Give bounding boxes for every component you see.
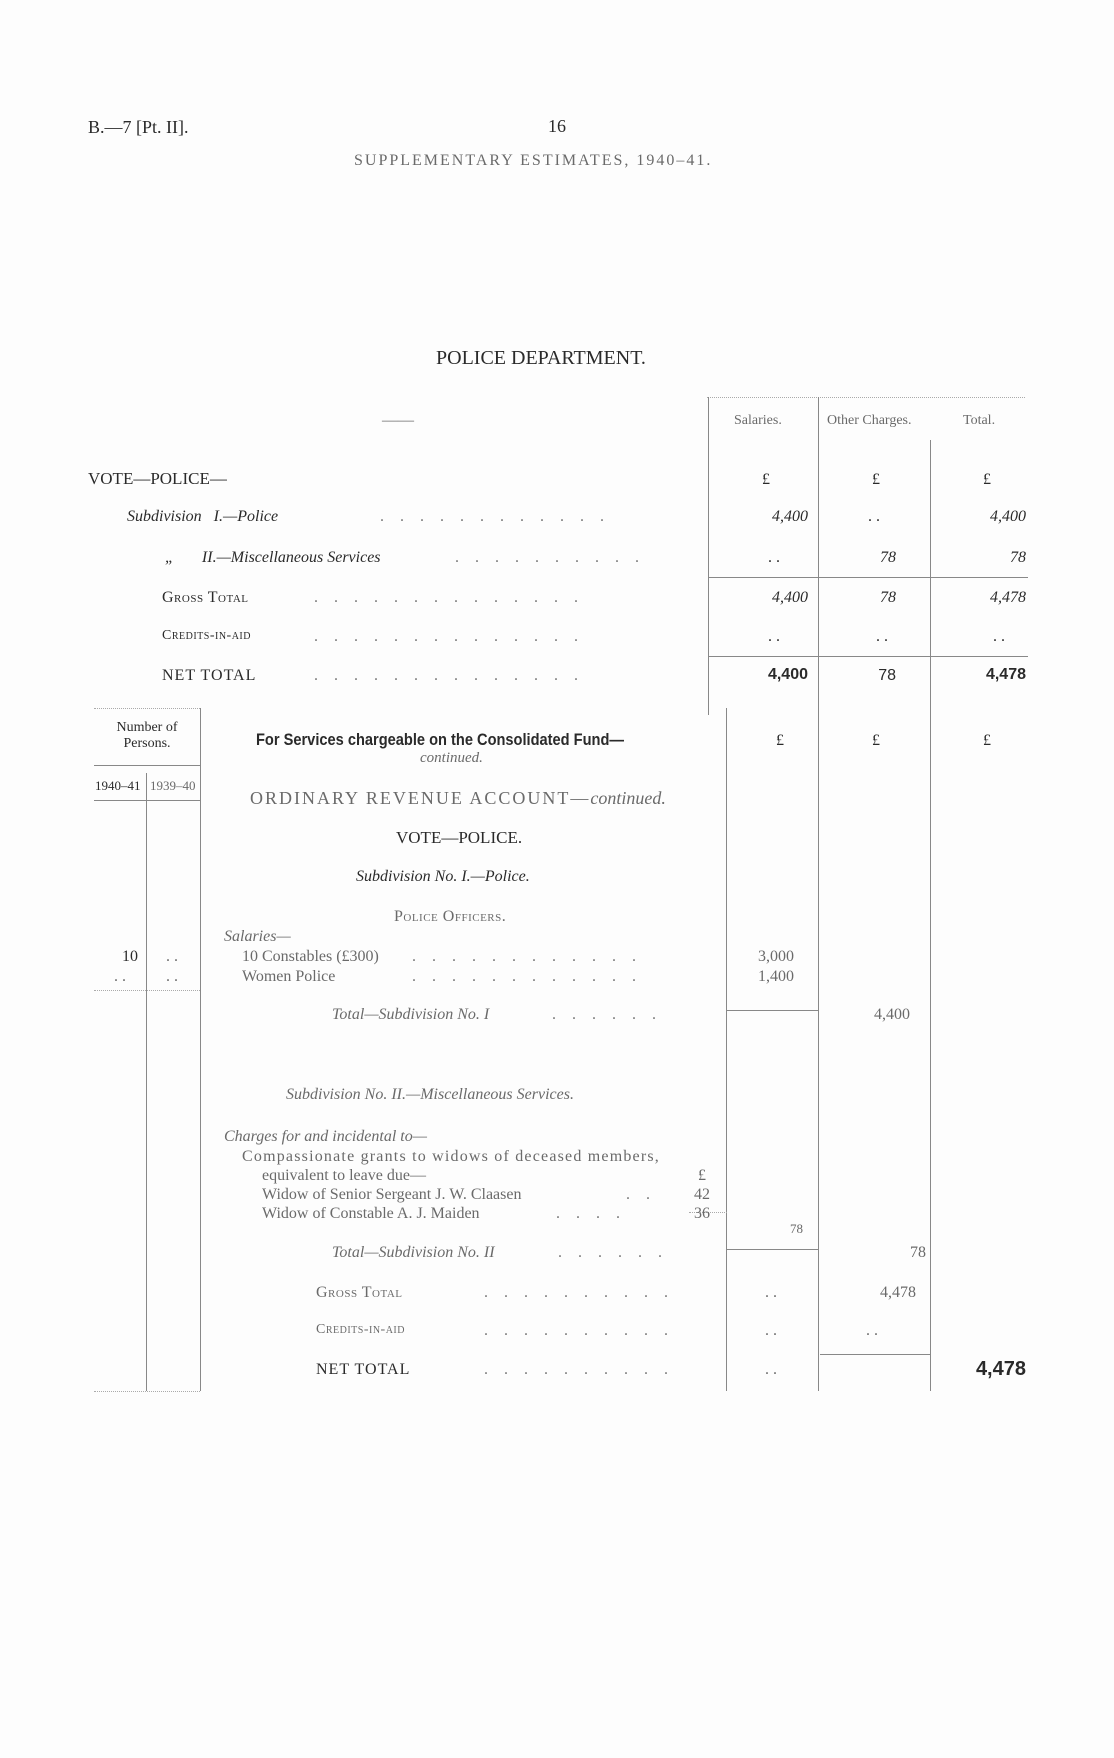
detail-top-rule	[94, 708, 200, 709]
total-sub-2-amount: 78	[910, 1244, 926, 1261]
detail-credits-label: Credits-in-aid	[316, 1322, 405, 1337]
detail-col-rule-3	[930, 708, 931, 1391]
summary-credits-salaries: . .	[768, 628, 780, 645]
leader-dots: . . . .	[556, 1205, 626, 1222]
constables-persons-1939: . .	[166, 948, 178, 965]
leader-dots: . . . . . . . . . . . . . .	[314, 589, 584, 606]
leader-dots: . . . . . . . . . . . . . .	[314, 628, 584, 645]
summary-top-rule	[707, 397, 1025, 398]
summary-net-other: 78	[878, 667, 896, 684]
summary-gross-other: 78	[880, 589, 896, 606]
constables-label: 10 Constables (£300)	[242, 948, 379, 965]
widow-2-label: Widow of Constable A. J. Maiden	[262, 1205, 480, 1222]
women-police-label: Women Police	[242, 968, 336, 985]
page-reference: B.—7 [Pt. II].	[88, 117, 189, 137]
detail-net-label: NET TOTAL	[316, 1361, 411, 1378]
fund-continued: continued.	[420, 750, 483, 766]
widow-1-label: Widow of Senior Sergeant J. W. Claasen	[262, 1186, 522, 1203]
detail-persons-header-rule	[94, 765, 200, 766]
detail-persons-mid-rule	[146, 773, 147, 1391]
widow-subtotal: 78	[790, 1221, 803, 1236]
detail-credits-salaries: . .	[765, 1322, 777, 1339]
leader-dots: . . . . . .	[552, 1006, 662, 1023]
summary-header-dash: ——	[382, 412, 414, 429]
detail-credits-other: . .	[866, 1322, 878, 1339]
summary-police-total: 4,400	[990, 508, 1026, 525]
charges-label: Charges for and incidental to—	[224, 1128, 427, 1145]
summary-header-other: Other Charges.	[827, 413, 912, 428]
summary-police-other: . .	[868, 508, 880, 525]
salaries-label: Salaries—	[224, 928, 291, 945]
total-sub-1-label: Total—Subdivision No. I	[332, 1006, 490, 1023]
detail-currency-other: £	[872, 732, 880, 749]
leader-dots: . . . . . . . . . . . . . .	[314, 667, 584, 684]
fund-heading: For Services chargeable on the Consolidated Fund—	[256, 730, 625, 749]
summary-row-misc	[165, 549, 381, 567]
detail-gross-label: Gross Total	[316, 1284, 403, 1301]
leader-dots: . . . . . . . . . .	[484, 1322, 674, 1339]
constables-amount: 3,000	[758, 948, 794, 965]
summary-row-label: II.—Miscellaneous Services	[201, 549, 381, 566]
leader-dots: . . . . . . . . . . . .	[412, 948, 642, 965]
detail-persons-right-rule	[200, 708, 201, 1391]
ordinary-revenue-continued: continued.	[590, 788, 666, 808]
summary-row-label: I.—Police	[213, 508, 279, 525]
summary-header-total: Total.	[963, 413, 996, 428]
summary-credits-label: Credits-in-aid	[162, 628, 251, 643]
summary-net-salaries: 4,400	[767, 666, 808, 683]
detail-net-amount: 4,478	[975, 1358, 1026, 1380]
page-number: 16	[548, 116, 566, 136]
detail-gross-salaries: . .	[765, 1284, 777, 1301]
total-sub-1-amount: 4,400	[874, 1006, 910, 1023]
summary-net-rule	[708, 656, 1028, 657]
summary-row-prefix: Subdivision	[127, 508, 202, 525]
summary-gross-label: Gross Total	[162, 589, 249, 606]
department-title: POLICE DEPARTMENT.	[436, 347, 646, 369]
summary-credits-other: . .	[876, 628, 888, 645]
detail-years-rule	[94, 800, 200, 801]
widow-1-amount: 42	[694, 1186, 710, 1203]
summary-gross-total: 4,478	[990, 589, 1026, 606]
leader-dots: . . . . . . . . . .	[455, 549, 645, 566]
subdivision-1-title: Subdivision No. I.—Police.	[356, 868, 530, 885]
compassionate-line-1: Compassionate grants to widows of deceased members,	[242, 1148, 661, 1165]
detail-net-salaries: . .	[765, 1361, 777, 1378]
summary-credits-total: . .	[993, 628, 1005, 645]
detail-bottom-rule	[94, 1391, 200, 1392]
summary-gross-rule	[708, 577, 1028, 578]
detail-currency-salaries: £	[776, 732, 784, 749]
summary-header-salaries: Salaries.	[734, 413, 782, 428]
widow-currency: £	[698, 1167, 706, 1184]
total-sub-2-label: Total—Subdivision No. II	[332, 1244, 495, 1261]
compassionate-line-2: equivalent to leave due—	[262, 1167, 426, 1184]
widow-2-amount: 36	[694, 1205, 710, 1222]
detail-col-rule-2	[818, 708, 819, 1391]
summary-row-police	[127, 508, 278, 526]
summary-net-total: 4,478	[985, 666, 1026, 683]
detail-col-rule-1	[726, 708, 727, 1391]
leader-dots: . .	[626, 1186, 656, 1203]
vote-police-title: VOTE—POLICE.	[396, 828, 523, 847]
leader-dots: . . . . . . . . . .	[484, 1284, 674, 1301]
detail-net-rule	[820, 1354, 930, 1355]
constables-persons-1940: 10	[122, 948, 138, 965]
summary-col-rule-1	[708, 397, 709, 715]
summary-vote-heading: VOTE—POLICE—	[88, 469, 227, 488]
summary-gross-salaries: 4,400	[772, 589, 808, 606]
ordinary-revenue-text: ORDINARY REVENUE ACCOUNT—	[250, 788, 591, 808]
summary-currency-total: £	[983, 471, 991, 488]
summary-misc-total: 78	[1010, 549, 1026, 566]
detail-sub2-rule	[726, 1249, 818, 1250]
women-persons-1939: . .	[166, 968, 178, 985]
women-police-amount: 1,400	[758, 968, 794, 985]
leader-dots: . . . . . . . . . .	[484, 1361, 674, 1378]
summary-misc-other: 78	[880, 549, 896, 566]
persons-year-1: 1940–41	[95, 778, 141, 793]
leader-dots: . . . . . . . . . . . .	[380, 508, 610, 525]
subdivision-2-title: Subdivision No. II.—Miscellaneous Services.	[286, 1086, 574, 1103]
ordinary-revenue-heading	[250, 788, 666, 809]
summary-police-salaries: 4,400	[772, 508, 808, 525]
summary-currency-salaries: £	[762, 471, 770, 488]
detail-gross-amount: 4,478	[880, 1284, 916, 1301]
detail-currency-total: £	[983, 732, 991, 749]
leader-dots: . . . . . .	[558, 1244, 668, 1261]
leader-dots: . . . . . . . . . . . .	[412, 968, 642, 985]
detail-persons-bottom-rule	[94, 990, 200, 991]
summary-misc-salaries: . .	[768, 549, 780, 566]
summary-net-label: NET TOTAL	[162, 667, 257, 684]
summary-row-prefix: „	[165, 549, 174, 566]
summary-col-rule-2	[818, 397, 819, 715]
summary-currency-other: £	[872, 471, 880, 488]
women-persons-1940: . .	[114, 968, 126, 985]
persons-header: Number of Persons.	[116, 720, 178, 751]
police-officers-heading: Police Officers.	[394, 908, 507, 925]
persons-year-2: 1939–40	[150, 778, 196, 793]
running-title: SUPPLEMENTARY ESTIMATES, 1940–41.	[354, 152, 713, 169]
detail-sub1-rule	[726, 1010, 818, 1011]
